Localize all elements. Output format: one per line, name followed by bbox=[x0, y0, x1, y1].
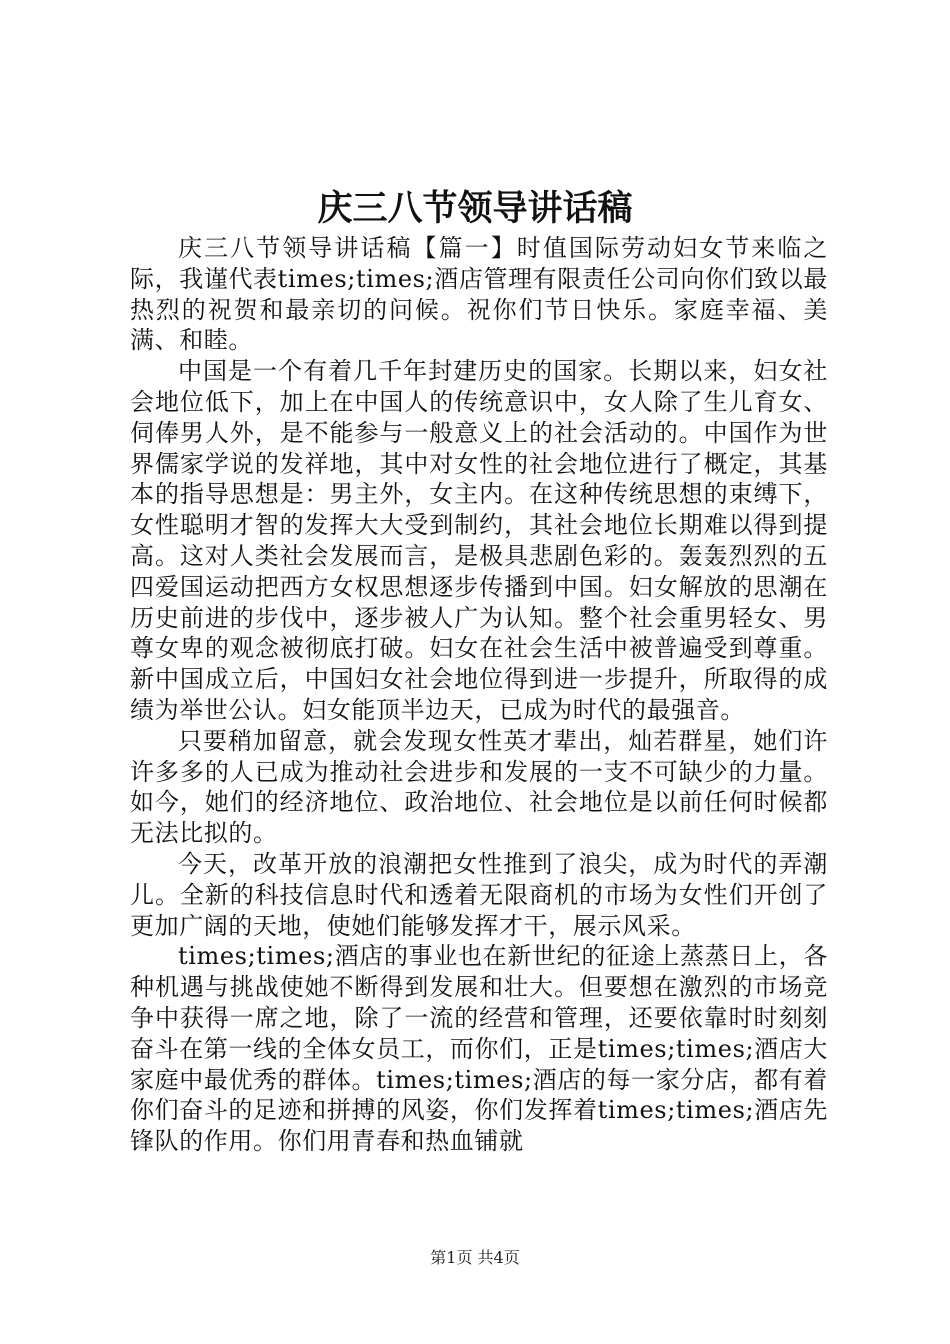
page-number-footer: 第1页 共4页 bbox=[430, 1248, 520, 1267]
document-body bbox=[130, 233, 828, 1157]
paragraph-3: 只要稍加留意，就会发现女性英才辈出，灿若群星，她们许许多多的人已成为推动社会进步和发展的一支不可缺少的力量。如今，她们的经济地位、政治地位、社会地位是以前任何时候都无法比拟的。 bbox=[130, 726, 828, 848]
paragraph-1: 庆三八节领导讲话稿【篇一】时值国际劳动妇女节来临之际，我谨代表times;times;酒店管理有限责任公司向你们致以最热烈的祝贺和最亲切的问候。祝你们节日快乐。家庭幸福、美满、和睦。 bbox=[130, 234, 828, 355]
document-title: 庆三八节领导讲话稿 bbox=[317, 188, 633, 229]
paragraph-2: 中国是一个有着几千年封建历史的国家。长期以来，妇女社会地位低下，加上在中国人的传统意识中，女人除了生儿育女、伺俸男人外，是不能参与一般意义上的社会活动的。中国作为世界儒家学说的发祥地，其中对女性的社会地位进行了概定，其基本的指导思想是：男主外，女主内。在这种传统思想的束缚下，女性聪明才智的发挥大大受到制约，其社会地位长期难以得到提高。这对人类社会发展而言，是极具悲剧色彩的。轰轰烈烈的五四爱国运动把西方女权思想逐步传播到中国。妇女解放的思潮在历史前进的步伐中，逐步被人广为认知。整个社会重男轻女、男尊女卑的观念被彻底打破。妇女在社会生活中被普遍受到尊重。新中国成立后，中国妇女社会地位得到进一步提升，所取得的成绩为举世公认。妇女能顶半边天，已成为时代的最强音。 bbox=[130, 357, 828, 724]
paragraph-5: times;times;酒店的事业也在新世纪的征途上蒸蒸日上，各种机遇与挑战使她不断得到发展和壮大。但要想在激烈的市场竞争中获得一席之地，除了一流的经营和管理，还要依靠时时刻刻奋斗在第一线的全体女员工，而你们，正是times;times;酒店大家庭中最优秀的群体。times;times;酒店的每一家分店，都有着你们奋斗的足迹和拼搏的风姿，你们发挥着times;times;酒店先锋队的作用。你们用青春和热血铺就 bbox=[130, 942, 828, 1156]
paragraph-4: 今天，改革开放的浪潮把女性推到了浪尖，成为时代的弄潮儿。全新的科技信息时代和透着无限商机的市场为女性们开创了更加广阔的天地，使她们能够发挥才干，展示风采。 bbox=[130, 849, 828, 940]
